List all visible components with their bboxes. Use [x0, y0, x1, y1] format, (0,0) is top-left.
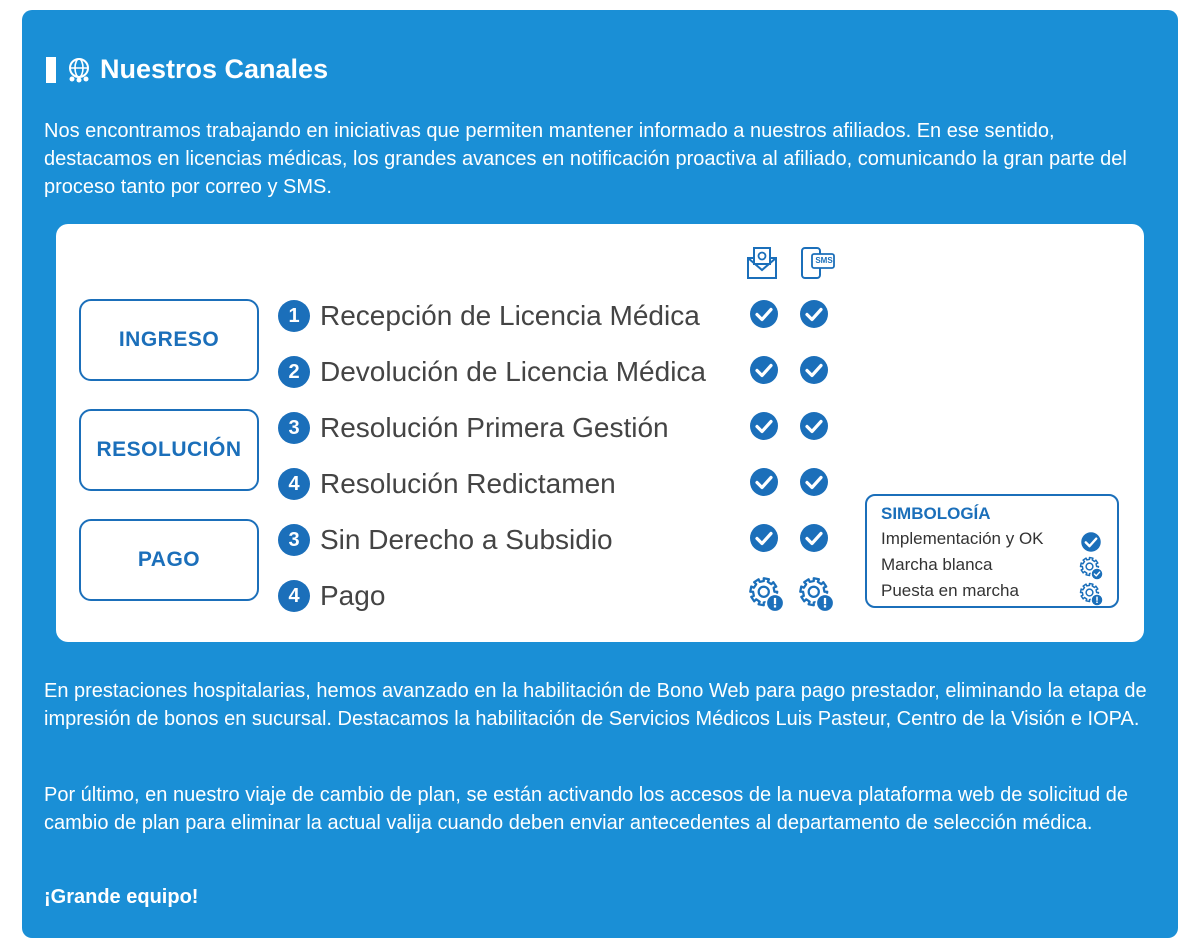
step-number: 4: [278, 580, 310, 612]
gear-check-icon: [1079, 556, 1103, 580]
step-number: 4: [278, 468, 310, 500]
intro-paragraph: Nos encontramos trabajando en iniciativas que permiten mantener informado a nuestros afiliados. En ese sentido, destacamos en licencias médicas, los grandes avances en notificación proactiva al afiliado, comunicando la gran parte del proceso tanto por correo y SMS.: [44, 120, 1127, 198]
plan-paragraph: Por último, en nuestro viaje de cambio de plan, se están activando los accesos de la nueva plataforma web de solicitud de cambio de plan para eliminar la actual valija cuando deben enviar antecedentes al departamento de selección médica.: [44, 784, 1128, 834]
closing-text: ¡Grande equipo!: [44, 886, 199, 908]
step-label: Sin Derecho a Subsidio: [320, 524, 613, 555]
check-circle-icon: [1079, 530, 1103, 554]
main-panel: [22, 10, 1178, 938]
section-heading: [46, 54, 328, 85]
check-circle-icon: [798, 466, 830, 498]
list-item: [278, 579, 385, 613]
legend-item-marcha-blanca: Marcha blanca: [881, 555, 993, 574]
legend-item-puesta-en-marcha: Puesta en marcha: [881, 581, 1019, 600]
check-circle-icon: [748, 354, 780, 386]
list-item: [278, 355, 706, 389]
gear-alert-icon: [1079, 582, 1103, 606]
legend-box: [865, 494, 1119, 608]
check-circle-icon: [748, 522, 780, 554]
step-label: Resolución Primera Gestión: [320, 412, 669, 443]
list-item: [278, 411, 669, 445]
check-circle-icon: [798, 354, 830, 386]
step-label: Pago: [320, 580, 386, 611]
stage-resolucion: RESOLUCIÓN: [79, 409, 259, 491]
gear-alert-icon: [798, 576, 834, 612]
sms-label: SMS: [815, 256, 833, 265]
process-card: [56, 224, 1144, 642]
stage-pago: PAGO: [79, 519, 259, 601]
legend-title: SIMBOLOGÍA: [881, 504, 991, 523]
list-item: [278, 467, 616, 501]
legend-item-ok: Implementación y OK: [881, 529, 1044, 548]
check-circle-icon: [748, 298, 780, 330]
page-title: Nuestros Canales: [100, 54, 329, 84]
check-circle-icon: [748, 410, 780, 442]
list-item: [278, 299, 700, 333]
step-label: Devolución de Licencia Médica: [320, 356, 706, 387]
step-number: 3: [278, 524, 310, 556]
step-number: 1: [278, 300, 310, 332]
check-circle-icon: [798, 410, 830, 442]
stage-ingreso: INGRESO: [79, 299, 259, 381]
gear-alert-icon: [748, 576, 784, 612]
list-item: [278, 523, 613, 557]
check-circle-icon: [748, 466, 780, 498]
step-number: 2: [278, 356, 310, 388]
heading-bar: [46, 57, 56, 83]
email-icon: [746, 246, 778, 280]
step-label: Resolución Redictamen: [320, 468, 616, 499]
hospital-paragraph: En prestaciones hospitalarias, hemos avanzado en la habilitación de Bono Web para pago prestador, eliminando la etapa de impresión de bonos en sucursal. Destacamos la habilitación de Servicios Médicos Luis Pasteur, Centro de la Visión e IOPA.: [44, 680, 1147, 730]
check-circle-icon: [798, 298, 830, 330]
sms-icon: [800, 246, 836, 280]
check-circle-icon: [798, 522, 830, 554]
globe-network-icon: [66, 57, 92, 83]
step-label: Recepción de Licencia Médica: [320, 300, 700, 331]
step-number: 3: [278, 412, 310, 444]
